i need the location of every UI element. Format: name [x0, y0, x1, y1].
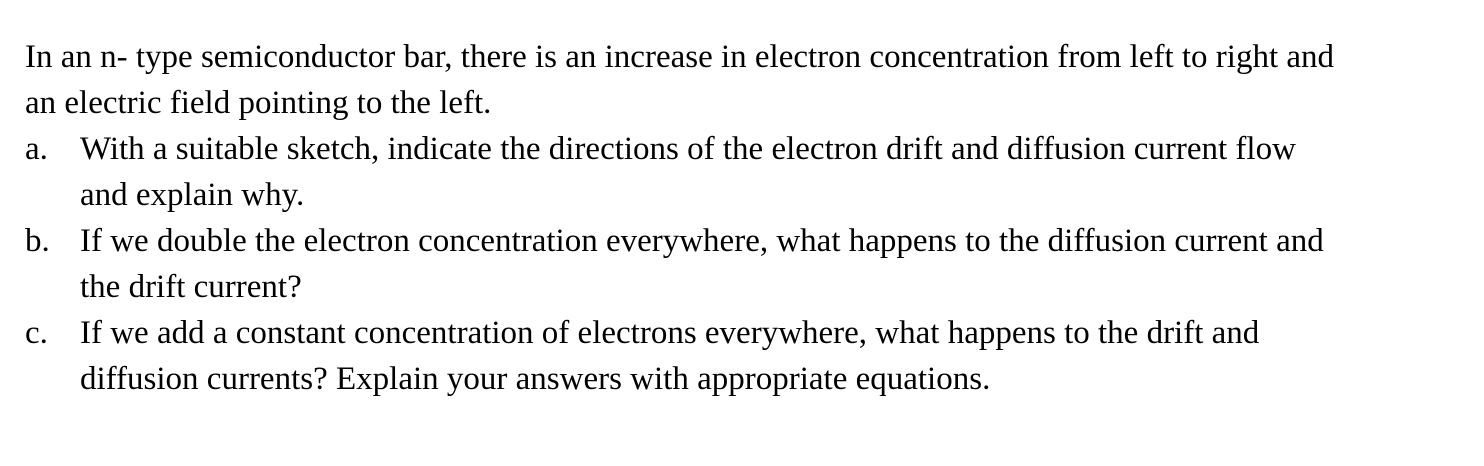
part-b-marker: b.: [25, 223, 50, 259]
question-document: [25, 34, 1465, 402]
question-parts-list: [25, 126, 1465, 402]
part-c-marker: c.: [25, 315, 48, 351]
question-intro: In an n- type semiconductor bar, there is an increase in electron concentration from left to right and an electric field pointing to the left.: [25, 39, 1335, 121]
part-a-text: With a suitable sketch, indicate the directions of the electron drift and diffusion current flow and explain why.: [80, 131, 1296, 213]
question-part-c: [25, 310, 1340, 402]
question-part-b: [25, 218, 1340, 310]
part-b-text: If we double the electron concentration everywhere, what happens to the diffusion current and the drift current?: [80, 223, 1324, 305]
part-a-marker: a.: [25, 131, 48, 167]
question-part-a: [25, 126, 1340, 218]
part-c-text: If we add a constant concentration of electrons everywhere, what happens to the drift and diffusion currents? Explain your answers with appropriate equations.: [80, 315, 1260, 397]
